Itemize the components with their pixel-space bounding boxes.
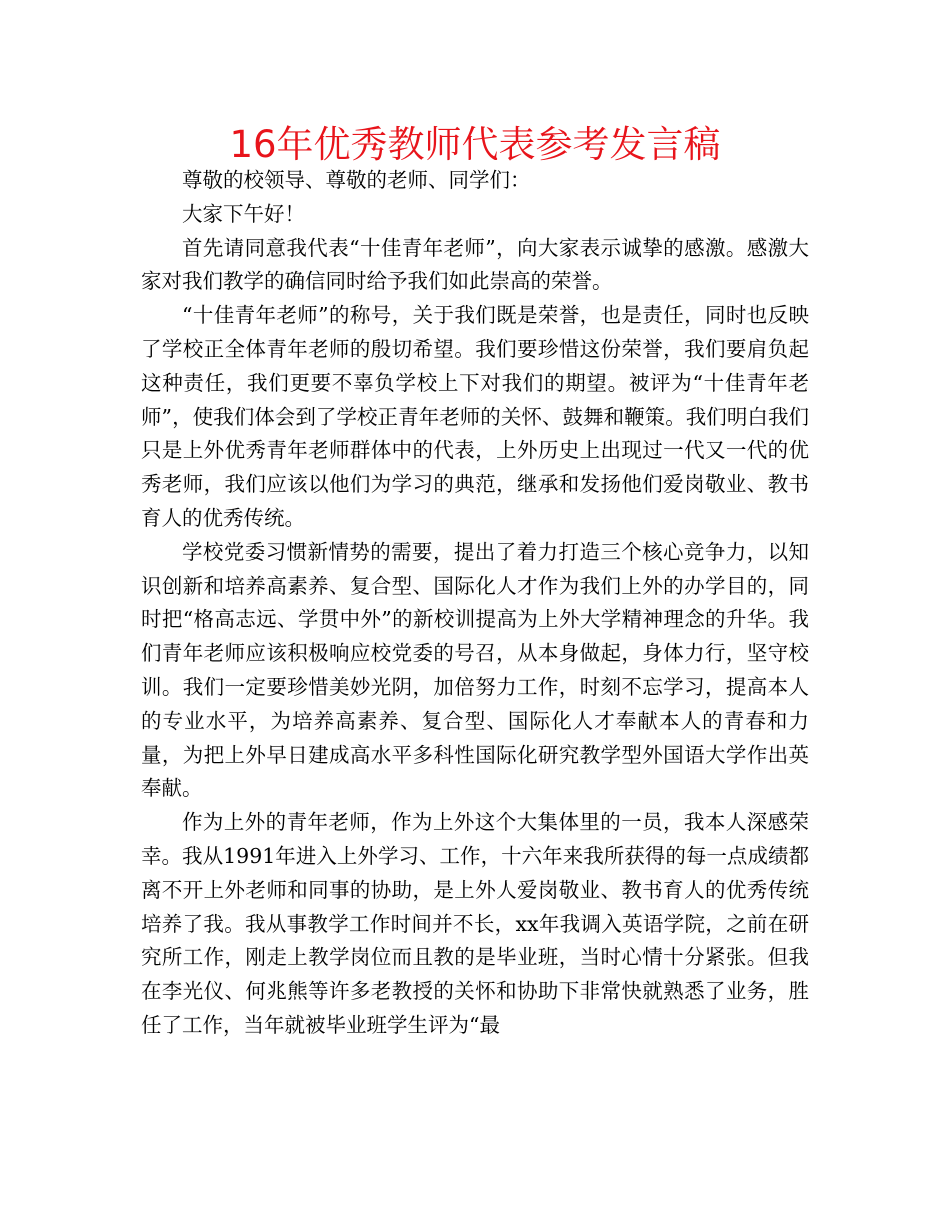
paragraph-honor: “十佳青年老师”的称号，关于我们既是荣誉，也是责任，同时也反映了学校正全体青年老师的殷切希望。我们要珍惜这份荣誉，我们要肩负起这种责任，我们更要不辜负学校上下对我们的期望。被评为“十佳青年老师”，使我们体会到了学校正青年老师的关怀、鼓舞和鞭策。我们明白我们只是上外优秀青年老师群体中的代表，上外历史上出现过一代又一代的优秀老师，我们应该以他们为学习的典范，继承和发扬他们爱岗敬业、教书育人的优秀传统。: [141, 303, 809, 530]
document-title: 16年优秀教师代表参考发言稿: [229, 123, 721, 166]
paragraph-school-goals: 学校党委习惯新情势的需要，提出了着力打造三个核心竞争力，以知识创新和培养高素养、复合型、国际化人才作为我们上外的办学目的，同时把“格高志远、学贯中外”的新校训提高为上外大学精神理念的升华。我们青年老师应该积极响应校党委的号召，从本身做起，身体力行，坚守校训。我们一定要珍惜美妙光阴，加倍努力工作，时刻不忘学习，提高本人的专业水平，为培养高素养、复合型、国际化人才奉献本人的青春和力量，为把上外早日建成高水平多科性国际化研究教学型外国语大学作出英奉献。: [141, 539, 809, 801]
paragraph-personal-story: 作为上外的青年老师，作为上外这个大集体里的一员，我本人深感荣幸。我从1991年进入上外学习、工作，十六年来我所获得的每一点成绩都离不开上外老师和同事的协助，是上外人爱岗敬业、教书育人的优秀传统培养了我。我从事教学工作时间并不长，xx年我调入英语学院，之前在研究所工作，刚走上教学岗位而且教的是毕业班，当时心情十分紧张。但我在李光仪、何兆熊等许多老教授的关怀和协助下非常快就熟悉了业务，胜任了工作，当年就被毕业班学生评为“最: [141, 810, 809, 1037]
document-body: [141, 164, 809, 1043]
paragraph-salutation: 尊敬的校领导、尊敬的老师、同学们：: [182, 168, 531, 192]
paragraph-thanks: 首先请同意我代表“十佳青年老师”，向大家表示诚挚的感激。感激大家对我们教学的确信同时给予我们如此崇高的荣誉。: [141, 235, 809, 294]
paragraph-greeting: 大家下午好！: [182, 201, 305, 226]
